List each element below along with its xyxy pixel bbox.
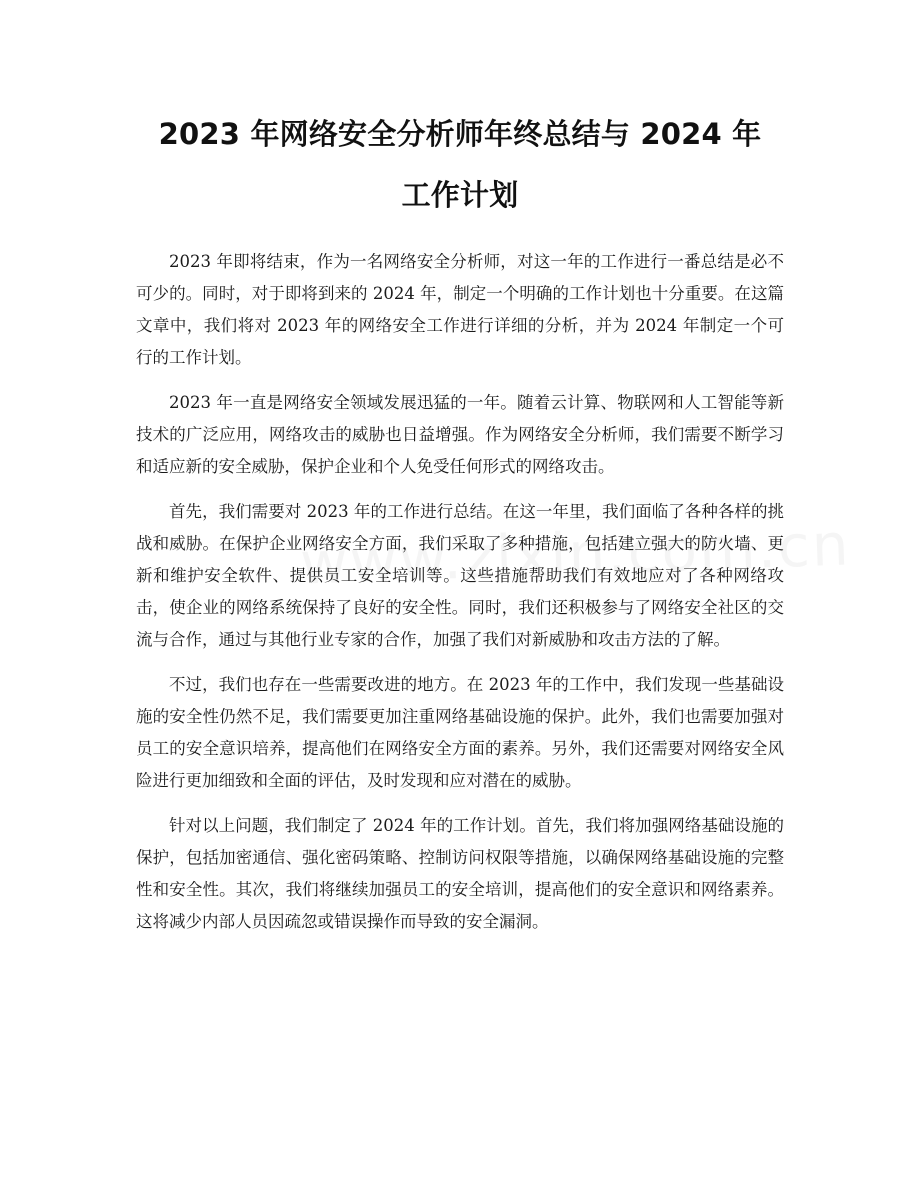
paragraph-3: 首先，我们需要对 2023 年的工作进行总结。在这一年里，我们面临了各种各样的挑战和威胁。在保护企业网络安全方面，我们采取了多种措施，包括建立强大的防火墙、更新和维护安全软件、提供员工安全培训等。这些措施帮助我们有效地应对了各种网络攻击，使企业的网络系统保持了良好的安全性。同时，我们还积极参与了网络安全社区的交流与合作，通过与其他行业专家的合作，加强了我们对新威胁和攻击方法的了解。 — [136, 502, 784, 649]
paragraph-5: 针对以上问题，我们制定了 2024 年的工作计划。首先，我们将加强网络基础设施的保护，包括加密通信、强化密码策略、控制访问权限等措施，以确保网络基础设施的完整性和安全性。其次，我们将继续加强员工的安全培训，提高他们的安全意识和网络素养。这将减少内部人员因疏忽或错误操作而导致的安全漏洞。 — [136, 816, 784, 931]
document-title — [132, 104, 788, 226]
paragraph-1: 2023 年即将结束，作为一名网络安全分析师，对这一年的工作进行一番总结是必不可少的。同时，对于即将到来的 2024 年，制定一个明确的工作计划也十分重要。在这篇文章中，我们将对 2023 年的网络安全工作进行详细的分析，并为 2024 年制定一个可行的工作计划。 — [136, 252, 784, 367]
paragraph-2: 2023 年一直是网络安全领域发展迅猛的一年。随着云计算、物联网和人工智能等新技术的广泛应用，网络攻击的威胁也日益增强。作为网络安全分析师，我们需要不断学习和适应新的安全威胁，保护企业和个人免受任何形式的网络攻击。 — [136, 393, 784, 476]
title-line-2: 工作计划 — [401, 178, 519, 212]
title-line-1: 2023 年网络安全分析师年终总结与 2024 年 — [158, 117, 762, 151]
document-body — [136, 246, 784, 951]
paragraph-4: 不过，我们也存在一些需要改进的地方。在 2023 年的工作中，我们发现一些基础设施的安全性仍然不足，我们需要更加注重网络基础设施的保护。此外，我们也需要加强对员工的安全意识培养，提高他们在网络安全方面的素养。另外，我们还需要对网络安全风险进行更加细致和全面的评估，及时发现和应对潜在的威胁。 — [136, 675, 784, 790]
